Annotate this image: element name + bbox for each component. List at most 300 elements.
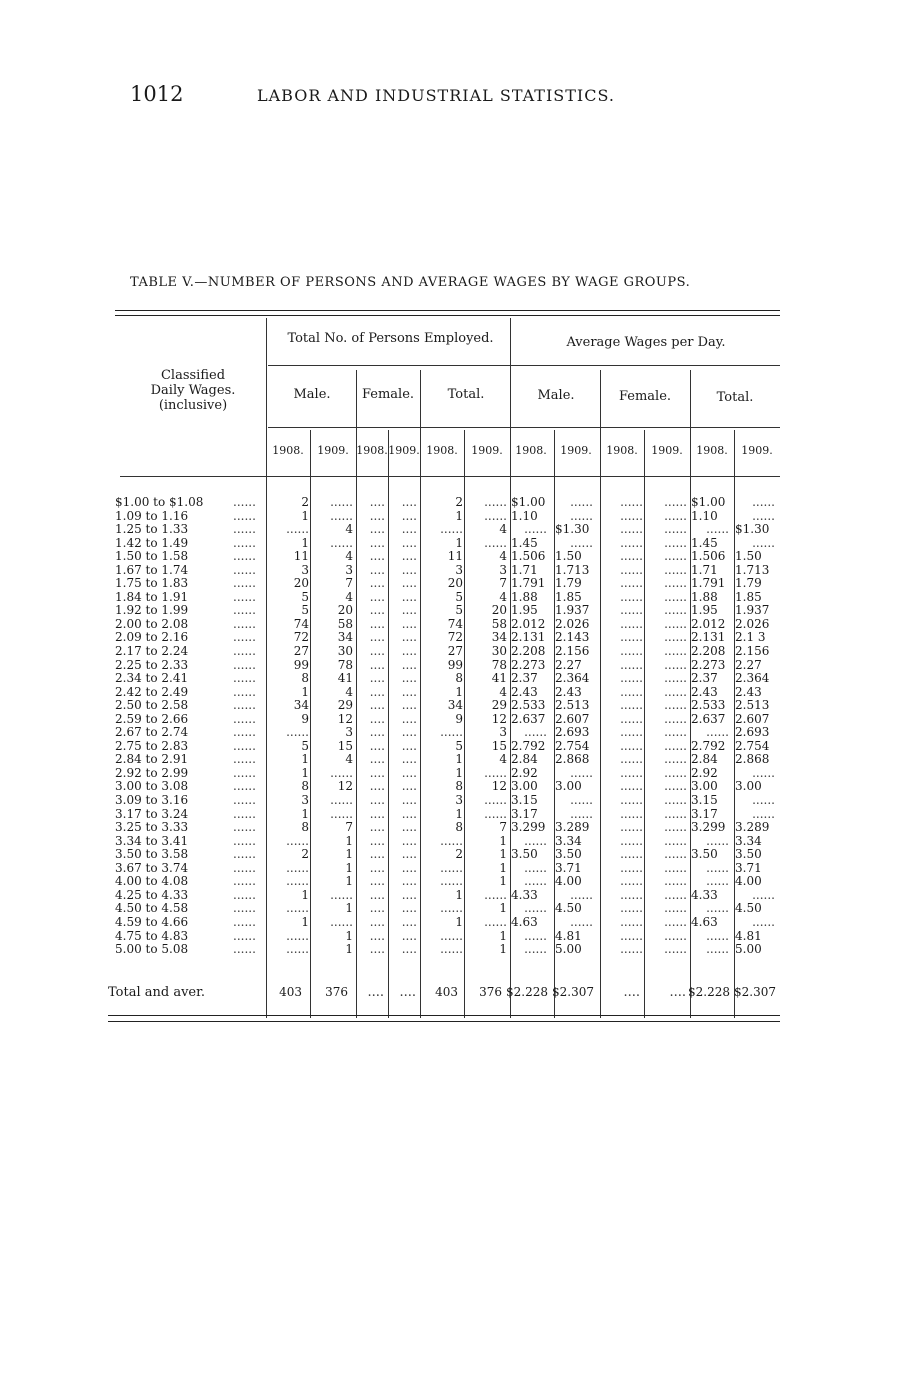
top-rule-2	[115, 315, 780, 316]
wage-cell: ......	[620, 630, 643, 645]
count-cell: ......	[286, 942, 309, 957]
leader-dots: ......	[233, 562, 256, 577]
wage-cell: 2.208	[691, 644, 726, 659]
wage-cell: 1.791	[691, 576, 726, 591]
count-cell: 34	[491, 630, 507, 645]
count-cell: ....	[369, 806, 385, 821]
leader-dots: ......	[233, 535, 256, 550]
count-cell: ....	[369, 671, 385, 686]
wage-cell: ......	[752, 495, 775, 509]
wage-cell: ......	[620, 833, 643, 848]
count-cell: 30	[337, 644, 353, 659]
count-cell: 27	[293, 644, 309, 659]
count-cell: 20	[491, 603, 507, 618]
stub-header-line: (inclusive)	[158, 398, 228, 413]
wage-cell: ......	[664, 698, 687, 713]
wage-cell: ......	[620, 576, 643, 591]
wage-range-label: 2.42 to 2.49	[115, 684, 189, 699]
wage-cell: ......	[706, 901, 729, 916]
wage-cell: 3.71	[555, 860, 582, 875]
wage-cell: 2.792	[511, 738, 546, 753]
year-header: 1908.	[515, 444, 547, 457]
count-cell: ....	[369, 644, 385, 659]
wage-cell: ......	[620, 698, 643, 713]
wage-cell: ......	[664, 589, 687, 604]
wage-cell: ......	[620, 562, 643, 577]
header-line	[268, 427, 780, 428]
wage-cell: 2.607	[735, 711, 770, 726]
wage-cell: ......	[570, 765, 593, 780]
wage-range-label: 4.50 to 4.58	[115, 901, 189, 916]
count-cell: ......	[330, 535, 353, 550]
wage-cell: 1.791	[511, 576, 546, 591]
count-cell: 72	[293, 630, 309, 645]
count-cell: 29	[337, 698, 353, 713]
count-cell: ....	[369, 576, 385, 591]
wage-cell: 3.50	[735, 847, 762, 862]
wage-cell: ......	[620, 589, 643, 604]
wages-male-header: Male.	[537, 388, 575, 403]
wage-cell: 4.50	[735, 901, 762, 916]
count-cell: ....	[369, 914, 385, 929]
count-cell: 1	[499, 847, 507, 862]
count-cell: 20	[447, 576, 463, 591]
wage-cell: 3.289	[735, 820, 770, 835]
count-cell: 4	[345, 549, 353, 564]
wage-cell: 2.607	[555, 711, 590, 726]
year-header: 1908.	[356, 444, 388, 457]
wage-cell: ......	[570, 793, 593, 808]
wage-cell: ......	[570, 508, 593, 523]
count-cell: ....	[401, 535, 417, 550]
count-cell: ......	[484, 495, 507, 509]
table-title: TABLE V.—NUMBER OF PERSONS AND AVERAGE WAGES BY WAGE GROUPS.	[130, 275, 691, 290]
wage-range-label: 1.75 to 1.83	[115, 576, 189, 591]
count-cell: 58	[337, 616, 353, 631]
wage-cell: 1.50	[555, 549, 582, 564]
wage-cell: 2.637	[511, 711, 546, 726]
wage-cell: 2.637	[691, 711, 726, 726]
wage-cell: 2.513	[555, 698, 590, 713]
year-header: 1909.	[388, 444, 420, 457]
wage-cell: ......	[664, 535, 687, 550]
count-cell: 1	[499, 942, 507, 957]
count-cell: 1	[455, 508, 463, 523]
wage-cell: 2.533	[511, 698, 546, 713]
wage-range-label: 2.84 to 2.91	[115, 752, 189, 767]
count-cell: ....	[369, 793, 385, 808]
wage-cell: ......	[664, 657, 687, 672]
wage-range-label: 3.34 to 3.41	[115, 833, 189, 848]
count-cell: ......	[330, 887, 353, 902]
count-cell: ......	[286, 522, 309, 537]
total-row	[108, 985, 778, 1005]
count-cell: ......	[330, 914, 353, 929]
count-cell: ......	[484, 765, 507, 780]
wage-cell: 2.364	[735, 671, 770, 686]
wage-cell: 2.43	[691, 684, 718, 699]
count-cell: 4	[499, 684, 507, 699]
wage-cell: 3.15	[691, 793, 718, 808]
wage-cell: ......	[752, 793, 775, 808]
count-cell: ....	[401, 942, 417, 957]
wage-range-label: 1.92 to 1.99	[115, 603, 189, 618]
wage-cell: 2.868	[555, 752, 590, 767]
wage-range-label: 2.67 to 2.74	[115, 725, 189, 740]
wage-range-label: 2.17 to 2.24	[115, 644, 189, 659]
total-cell: ....	[623, 985, 640, 1000]
wage-cell: ......	[570, 495, 593, 509]
wage-cell: 2.208	[511, 644, 546, 659]
count-cell: 3	[345, 562, 353, 577]
top-rule	[115, 310, 780, 311]
wage-cell: ......	[706, 928, 729, 943]
leader-dots: ......	[233, 887, 256, 902]
wage-cell: ......	[620, 820, 643, 835]
wage-cell: 1.95	[691, 603, 718, 618]
wage-range-label: 4.00 to 4.08	[115, 874, 189, 889]
count-cell: ......	[440, 860, 463, 875]
total-cell: ....	[399, 985, 416, 1000]
count-cell: 1	[301, 508, 309, 523]
wage-cell: ......	[706, 833, 729, 848]
wage-cell: 4.50	[555, 901, 582, 916]
count-cell: ....	[369, 779, 385, 794]
wage-cell: 3.00	[555, 779, 582, 794]
wage-cell: 2.273	[511, 657, 546, 672]
count-cell: ......	[484, 806, 507, 821]
count-cell: 34	[337, 630, 353, 645]
count-cell: ....	[369, 684, 385, 699]
wage-cell: 2.43	[555, 684, 582, 699]
wage-cell: ......	[620, 942, 643, 957]
wage-range-label: 2.00 to 2.08	[115, 616, 189, 631]
count-cell: 74	[293, 616, 309, 631]
count-cell: 4	[345, 752, 353, 767]
wage-cell: ......	[620, 495, 643, 509]
count-cell: 1	[345, 874, 353, 889]
count-cell: 1	[499, 928, 507, 943]
leader-dots: ......	[233, 711, 256, 726]
wage-cell: 1.85	[735, 589, 762, 604]
wage-cell: ......	[620, 549, 643, 564]
count-cell: 3	[455, 793, 463, 808]
wage-cell: ......	[664, 765, 687, 780]
wage-range-label: 1.25 to 1.33	[115, 522, 189, 537]
count-cell: 12	[337, 711, 353, 726]
wage-cell: ......	[524, 874, 547, 889]
wage-cell: ......	[620, 793, 643, 808]
count-cell: 3	[499, 562, 507, 577]
count-cell: ....	[369, 630, 385, 645]
count-cell: ....	[369, 711, 385, 726]
leader-dots: ......	[233, 616, 256, 631]
wage-cell: ......	[664, 942, 687, 957]
count-cell: 15	[491, 738, 507, 753]
wage-cell: 1.713	[555, 562, 590, 577]
wage-cell: 3.00	[511, 779, 538, 794]
count-cell: ....	[369, 562, 385, 577]
wage-cell: ......	[620, 765, 643, 780]
leader-dots: ......	[233, 928, 256, 943]
count-cell: 1	[301, 535, 309, 550]
count-cell: ....	[401, 671, 417, 686]
count-cell: ....	[369, 549, 385, 564]
wage-cell: 1.50	[735, 549, 762, 564]
count-cell: ....	[369, 874, 385, 889]
wage-cell: ......	[620, 603, 643, 618]
leader-dots: ......	[233, 779, 256, 794]
count-cell: ....	[369, 535, 385, 550]
count-cell: 20	[337, 603, 353, 618]
wage-cell: 2.37	[691, 671, 718, 686]
count-cell: ....	[369, 616, 385, 631]
count-cell: ......	[440, 833, 463, 848]
wage-cell: ......	[620, 887, 643, 902]
wage-cell: 4.33	[691, 887, 718, 902]
leader-dots: ......	[233, 752, 256, 767]
count-cell: 1	[301, 806, 309, 821]
wage-range-label: 2.92 to 2.99	[115, 765, 189, 780]
total-cell: 376	[325, 985, 348, 999]
wage-cell: ......	[620, 671, 643, 686]
wage-cell: ......	[664, 495, 687, 509]
count-cell: 34	[447, 698, 463, 713]
year-header: 1909.	[560, 444, 592, 457]
count-cell: 11	[447, 549, 463, 564]
count-cell: ......	[440, 942, 463, 957]
count-cell: 1	[345, 847, 353, 862]
wage-cell: 2.43	[511, 684, 538, 699]
wage-cell: 1.88	[691, 589, 718, 604]
wage-cell: 2.84	[511, 752, 538, 767]
wage-cell: ......	[620, 657, 643, 672]
wage-cell: ......	[664, 901, 687, 916]
count-cell: ....	[401, 589, 417, 604]
wage-cell: 2.156	[555, 644, 590, 659]
wage-cell: ......	[664, 914, 687, 929]
count-cell: ....	[401, 630, 417, 645]
total-cell: $2.228	[506, 985, 548, 999]
count-cell: 1	[345, 860, 353, 875]
wage-cell: ......	[752, 535, 775, 550]
wage-cell: 1.937	[555, 603, 590, 618]
count-cell: 99	[293, 657, 309, 672]
count-cell: 12	[491, 779, 507, 794]
count-cell: 4	[345, 522, 353, 537]
wage-cell: ......	[524, 928, 547, 943]
wage-cell: 2.27	[735, 657, 762, 672]
wage-cell: 1.79	[735, 576, 762, 591]
total-cell: ....	[367, 985, 384, 1000]
count-cell: 78	[337, 657, 353, 672]
running-title: LABOR AND INDUSTRIAL STATISTICS.	[257, 86, 615, 105]
wage-cell: ......	[706, 860, 729, 875]
wage-cell: 4.63	[511, 914, 538, 929]
stub-header-line: Daily Wages.	[150, 383, 236, 398]
count-cell: ....	[401, 657, 417, 672]
wage-cell: $1.30	[555, 522, 590, 537]
persons-female-header: Female.	[361, 387, 415, 402]
count-cell: ....	[369, 942, 385, 957]
wage-cell: 2.026	[555, 616, 590, 631]
count-cell: 3	[345, 725, 353, 740]
count-cell: ....	[369, 603, 385, 618]
count-cell: ....	[401, 616, 417, 631]
count-cell: 7	[499, 576, 507, 591]
count-cell: ......	[286, 874, 309, 889]
count-cell: 4	[499, 549, 507, 564]
stub-header-line: Classified	[160, 368, 226, 383]
count-cell: 1	[345, 942, 353, 957]
wage-cell: 1.45	[511, 535, 538, 550]
wage-cell: ......	[620, 522, 643, 537]
count-cell: ......	[484, 914, 507, 929]
wage-cell: ......	[570, 887, 593, 902]
count-cell: ....	[369, 752, 385, 767]
wage-cell: ......	[664, 603, 687, 618]
wage-cell: ......	[664, 616, 687, 631]
count-cell: ......	[440, 725, 463, 740]
wage-cell: ......	[664, 820, 687, 835]
wage-cell: ......	[524, 901, 547, 916]
leader-dots: ......	[233, 806, 256, 821]
count-cell: ......	[484, 793, 507, 808]
leader-dots: ......	[233, 630, 256, 645]
wage-range-label: 2.09 to 2.16	[115, 630, 189, 645]
wages-group-header: Average Wages per Day.	[566, 335, 726, 350]
count-cell: 1	[301, 684, 309, 699]
wage-cell: 2.92	[511, 765, 538, 780]
count-cell: ....	[369, 887, 385, 902]
wage-cell: 1.88	[511, 589, 538, 604]
total-cell: 376	[479, 985, 502, 999]
wage-cell: $1.30	[735, 522, 770, 537]
count-cell: 4	[345, 589, 353, 604]
wage-cell: 2.1 3	[735, 630, 766, 645]
count-cell: ......	[440, 522, 463, 537]
count-cell: 15	[337, 738, 353, 753]
wage-cell: 3.17	[691, 806, 718, 821]
year-header: 1908.	[606, 444, 638, 457]
persons-male-header: Male.	[293, 387, 331, 402]
wage-cell: 1.85	[555, 589, 582, 604]
count-cell: ....	[401, 833, 417, 848]
leader-dots: ......	[233, 549, 256, 564]
wage-cell: ......	[620, 508, 643, 523]
bottom-rule	[108, 1015, 780, 1016]
wage-cell: ......	[664, 522, 687, 537]
count-cell: ......	[440, 928, 463, 943]
wage-cell: ......	[620, 738, 643, 753]
wage-range-label: 1.09 to 1.16	[115, 508, 189, 523]
wage-cell: ......	[664, 725, 687, 740]
wage-range-label: 1.67 to 1.74	[115, 562, 189, 577]
count-cell: ......	[330, 508, 353, 523]
leader-dots: ......	[233, 874, 256, 889]
count-cell: ......	[330, 793, 353, 808]
count-cell: ....	[369, 657, 385, 672]
count-cell: 8	[301, 671, 309, 686]
wage-cell: ......	[752, 806, 775, 821]
wage-cell: 2.026	[735, 616, 770, 631]
count-cell: ....	[401, 522, 417, 537]
wage-cell: 2.792	[691, 738, 726, 753]
persons-total-header: Total.	[447, 387, 485, 402]
wage-cell: 2.012	[511, 616, 546, 631]
count-cell: 3	[455, 562, 463, 577]
leader-dots: ......	[233, 657, 256, 672]
wage-cell: ......	[620, 711, 643, 726]
leader-dots: ......	[233, 914, 256, 929]
wage-cell: $1.00	[511, 495, 546, 509]
count-cell: 5	[301, 738, 309, 753]
total-cell: $2.307	[734, 985, 776, 999]
wage-cell: ......	[620, 779, 643, 794]
count-cell: 8	[301, 820, 309, 835]
count-cell: 3	[301, 793, 309, 808]
count-cell: ....	[369, 928, 385, 943]
wage-range-label: 2.34 to 2.41	[115, 671, 189, 686]
leader-dots: ......	[233, 508, 256, 523]
year-header: 1908.	[272, 444, 304, 457]
leader-dots: ......	[233, 576, 256, 591]
column-rule	[266, 318, 267, 1018]
count-cell: ....	[369, 860, 385, 875]
wage-cell: 2.92	[691, 765, 718, 780]
header-line	[120, 476, 780, 477]
count-cell: ....	[401, 644, 417, 659]
wage-cell: ......	[620, 752, 643, 767]
leader-dots: ......	[233, 901, 256, 916]
wage-cell: 3.15	[511, 793, 538, 808]
wage-cell: ......	[524, 833, 547, 848]
wage-cell: ......	[524, 860, 547, 875]
count-cell: ....	[401, 752, 417, 767]
count-cell: ....	[401, 901, 417, 916]
count-cell: 99	[447, 657, 463, 672]
wage-cell: ......	[664, 684, 687, 699]
count-cell: 2	[455, 847, 463, 862]
wage-cell: 2.131	[511, 630, 546, 645]
wage-cell: ......	[664, 833, 687, 848]
wage-cell: 5.00	[735, 942, 762, 957]
wage-cell: 2.27	[555, 657, 582, 672]
count-cell: ....	[401, 765, 417, 780]
wage-cell: 2.131	[691, 630, 726, 645]
wage-cell: 1.71	[511, 562, 538, 577]
wage-cell: ......	[752, 508, 775, 523]
wage-cell: 3.50	[691, 847, 718, 862]
wage-cell: ......	[706, 522, 729, 537]
count-cell: 1	[301, 914, 309, 929]
wage-cell: 3.34	[555, 833, 582, 848]
wage-cell: 2.693	[555, 725, 590, 740]
count-cell: 1	[499, 860, 507, 875]
count-cell: 9	[455, 711, 463, 726]
year-header: 1909.	[317, 444, 349, 457]
leader-dots: ......	[233, 644, 256, 659]
count-cell: 4	[345, 684, 353, 699]
wage-cell: ......	[664, 630, 687, 645]
wage-cell: ......	[664, 711, 687, 726]
count-cell: 78	[491, 657, 507, 672]
leader-dots: ......	[233, 671, 256, 686]
count-cell: 2	[301, 495, 309, 509]
wage-cell: 3.34	[735, 833, 762, 848]
wage-cell: ......	[664, 928, 687, 943]
count-cell: ......	[484, 508, 507, 523]
